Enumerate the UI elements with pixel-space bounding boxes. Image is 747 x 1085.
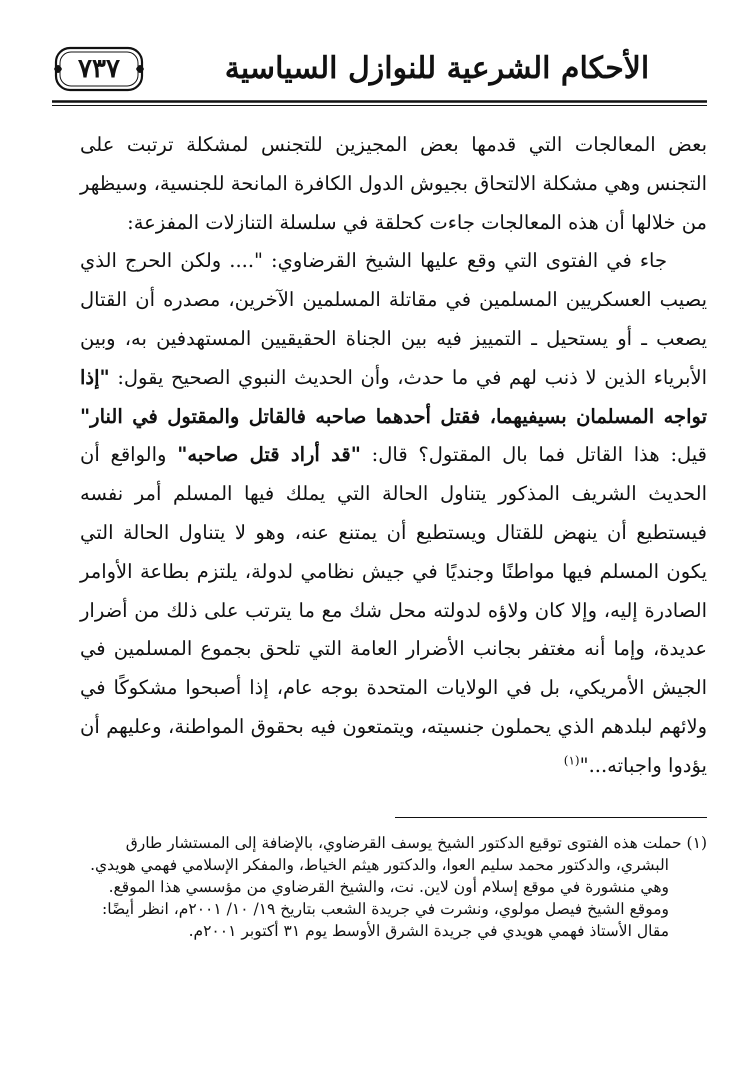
- main-text: [80, 126, 707, 786]
- book-title: الأحكام الشرعية للنوازل السياسية: [224, 51, 650, 86]
- page-number-frame: [52, 44, 146, 94]
- footnotes: [80, 832, 707, 942]
- footnote-line: وموقع الشيخ فيصل مولوي، ونشرت في جريدة الشعب بتاريخ ١٩/ ١٠/ ٢٠٠١م، انظر أيضًا:: [102, 900, 669, 918]
- footnote-line: وهي منشورة في موقع إسلام أون لاين. نت، والشيخ القرضاوي من مؤسسي هذا الموقع.: [108, 878, 669, 896]
- footnote-line: البشري، والدكتور محمد سليم العوا، والدكتور هيثم الخياط، والمفكر الإسلامي فهمي هويدي.: [90, 856, 669, 874]
- footnote-separator: [395, 817, 707, 818]
- header-double-rule: [52, 100, 707, 107]
- footnote-reference: (١): [563, 753, 580, 768]
- footnote-line: (١) حملت هذه الفتوى توقيع الدكتور الشيخ يوسف القرضاوي، بالإضافة إلى المستشار طارق: [125, 834, 707, 852]
- footnote-line: مقال الأستاذ فهمي هويدي في جريدة الشرق الأوسط يوم ٣١ أكتوبر ٢٠٠١م.: [188, 922, 669, 940]
- paragraph-fatwa-quote: [80, 242, 707, 785]
- hadith-quote: "إذا تواجه المسلمان بسيفيهما، فقتل أحدهما صاحبه فالقاتل والمقتول في النار": [80, 365, 707, 428]
- page-header: [52, 40, 707, 108]
- page-number: ٧٣٧: [78, 54, 120, 84]
- quote-part-b: قيل: هذا القاتل فما بال المقتول؟ قال:: [360, 443, 707, 467]
- quote-part-c: والواقع أن الحديث الشريف المذكور يتناول الحالة التي يملك فيها المسلم أمر نفسه فيستطيع أن ينهض للقتال ويستطيع أن يمتنع عنه، وهو لا يتناول الحالة التي يكون المسلم فيها مواطنًا وجنديًا في جيش نظامي لدولة، يلتزم بطاعة الأوامر الصادرة إليه، وإلا كان ولاؤه لدولته محل شك مع ما يترتب على ذلك من أضرار عديدة، وإما أنه مغتفر بجانب الأضرار العامة التي تلحق بجموع المسلمين في الجيش الأمريكي، بل في الولايات المتحدة بوجه عام، إذا أصبحوا مشكوكًا في ولائهم لبلدهم الذي يحملون جنسيته، ويتمتعون فيه بحقوق المواطنة، وعليهم أن يؤدوا واجباته...": [80, 443, 707, 777]
- hadith-quote-2: "قد أراد قتل صاحبه": [177, 443, 361, 467]
- paragraph-intro: بعض المعالجات التي قدمها بعض المجيزين للتجنس لمشكلة ترتبت على التجنس وهي مشكلة الالتحاق بجيوش الدول الكافرة المانحة للجنسية، وسيظهر من خلالها أن هذه المعالجات جاءت كحلقة في سلسلة التنازلات المفزعة:: [80, 133, 707, 234]
- quote-part-a: جاء في الفتوى التي وقع عليها الشيخ القرضاوي: ".... ولكن الحرج الذي يصيب العسكريين المسلمين في مقاتلة المسلمين الآخرين، مصدره أن القتال يصعب ـ أو يستحيل ـ التمييز فيه بين الجناة الحقيقيين المستهدفين به، وبين الأبرياء الذين لا ذنب لهم في ما حدث، وأن الحديث النبوي الصحيح يقول:: [80, 249, 707, 389]
